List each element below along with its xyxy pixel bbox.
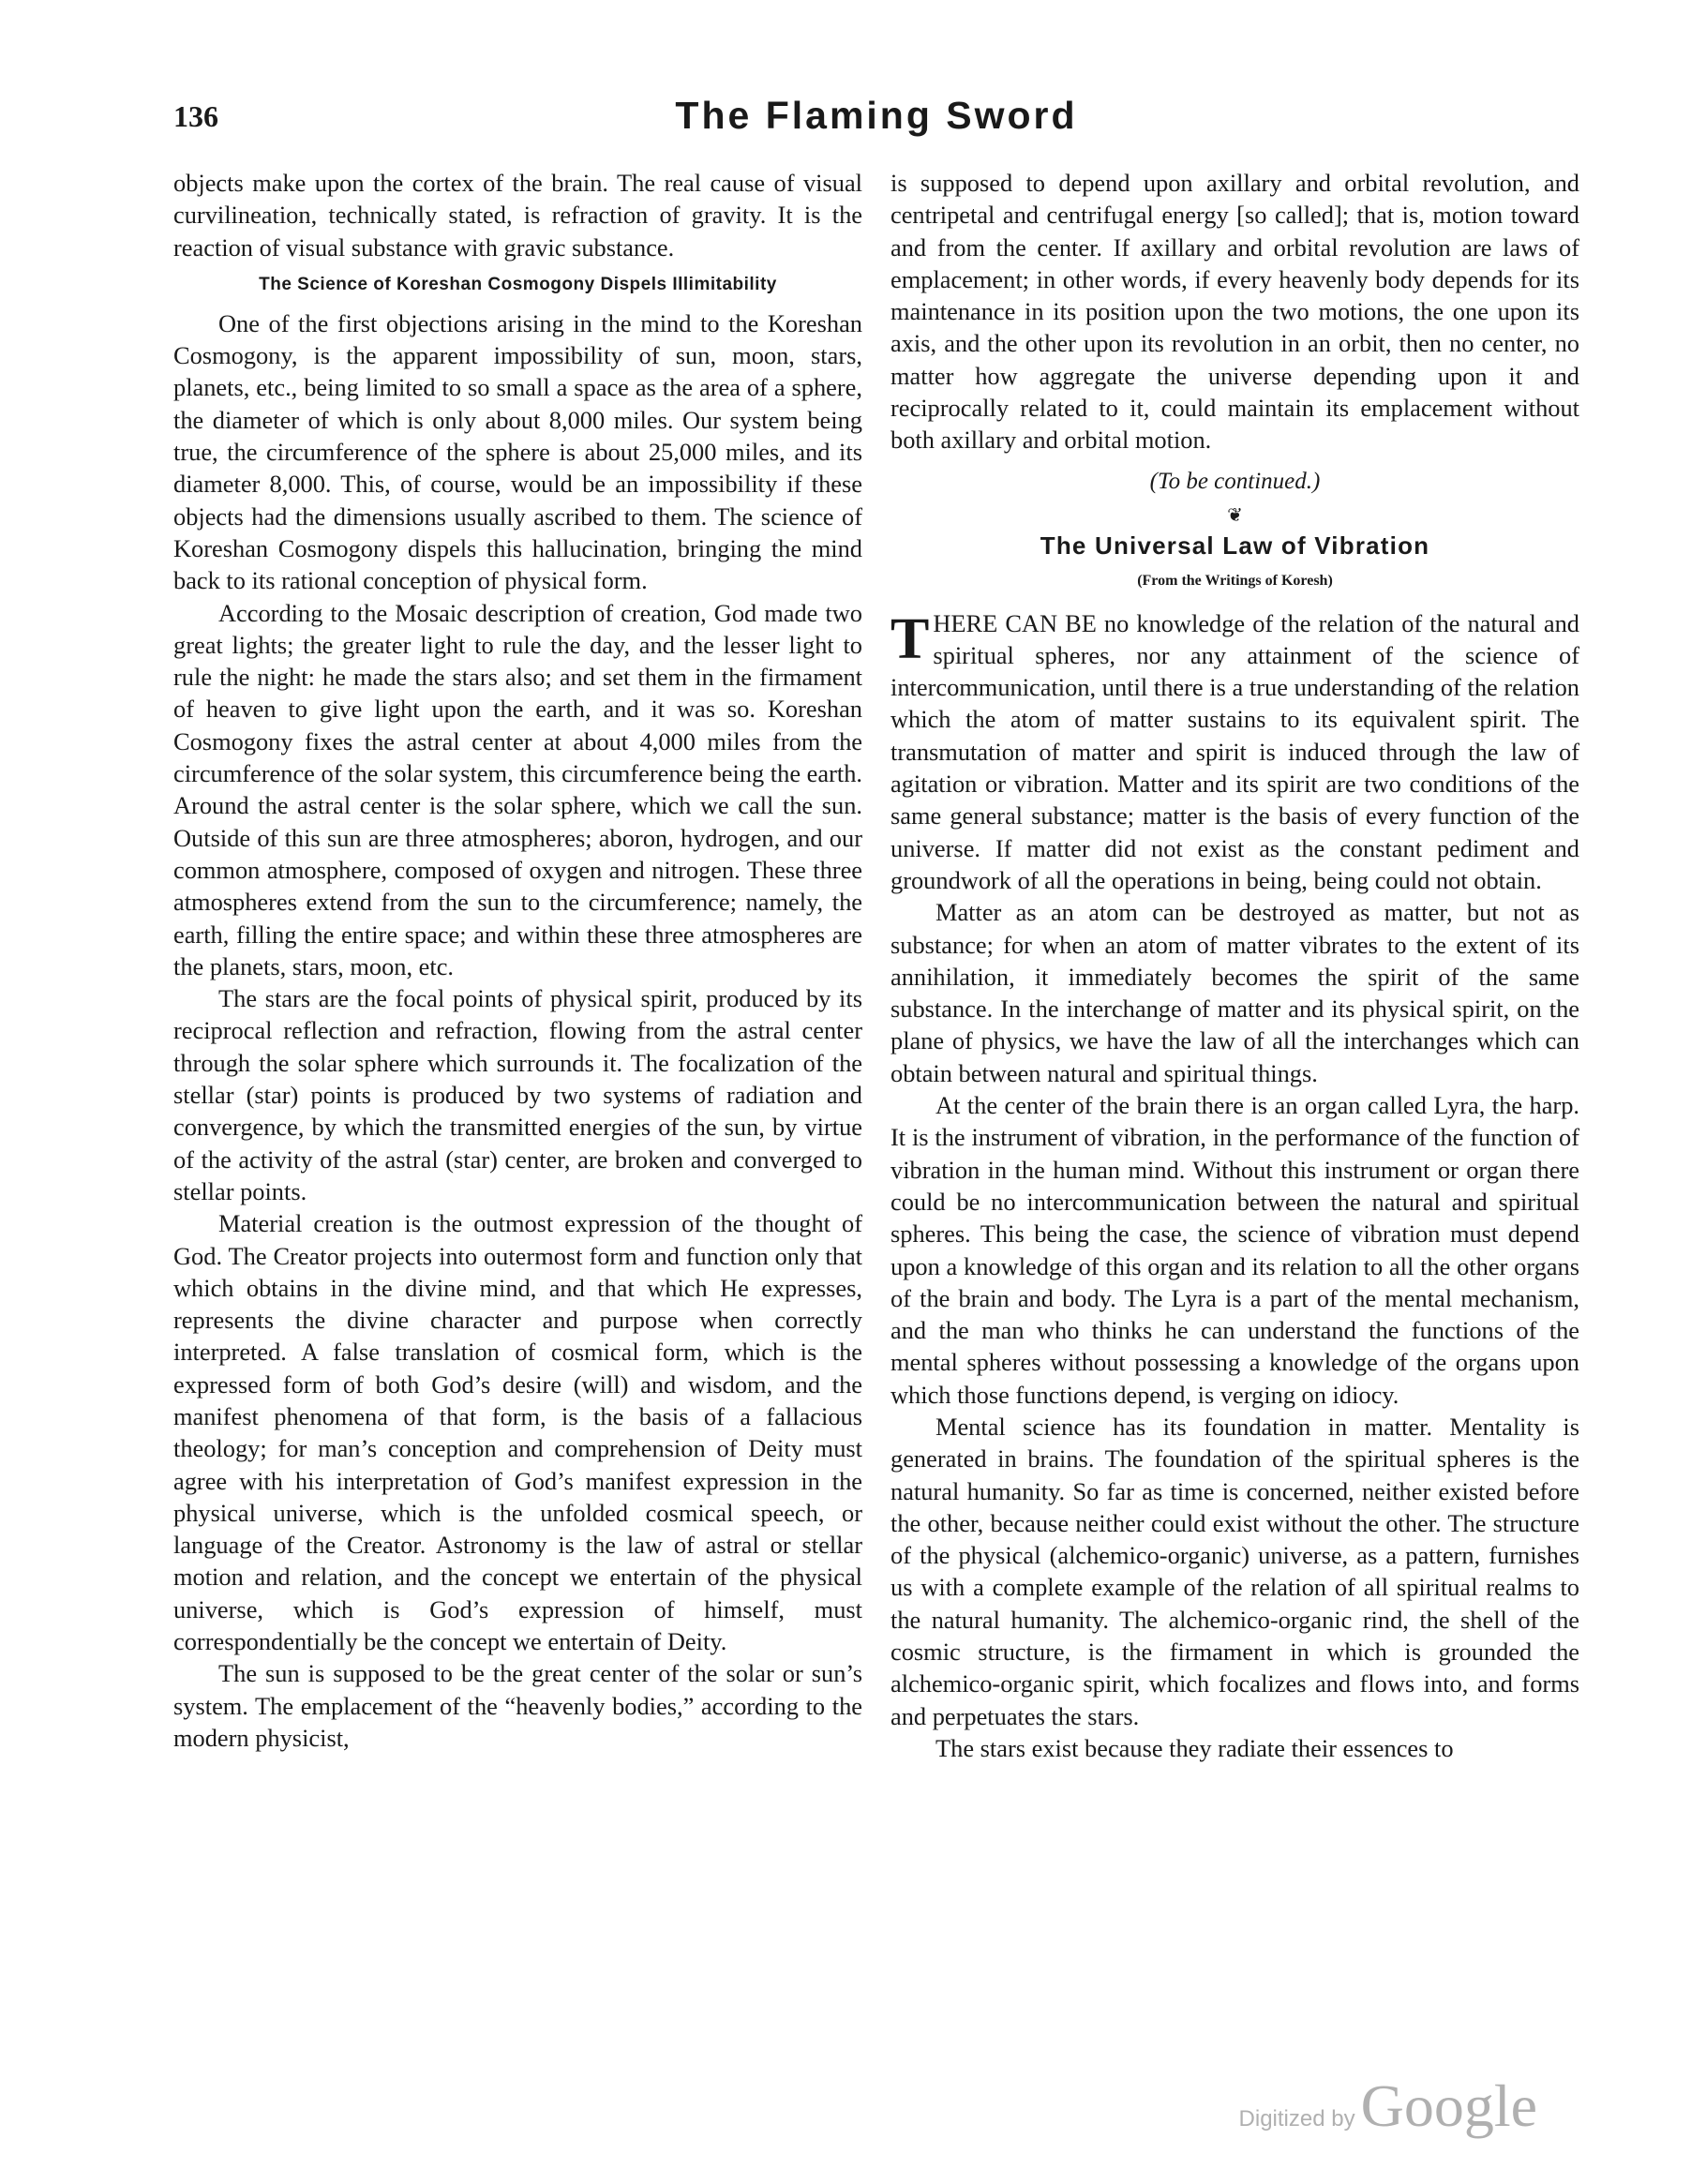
- right-column: [890, 167, 1579, 1764]
- digitized-watermark: [1239, 2072, 1537, 2141]
- drop-cap: T: [890, 606, 930, 671]
- paragraph: The stars exist because they radiate their essences to: [935, 1733, 1454, 1762]
- page-header: [173, 94, 1579, 150]
- continuation-note: (To be continued.): [1149, 468, 1321, 494]
- lead-in: HERE CAN BE: [933, 608, 1097, 637]
- paragraph: objects make upon the cortex of the brain. The real cause of visual curvilineation, technically stated, is refraction of gravity. It is the reaction of visual substance with gravic substance.: [173, 169, 862, 262]
- paragraph: According to the Mosaic description of creation, God made two great lights; the greater light to rule the day, and the lesser light to rule the night: he made the stars also; and set them in the firmament of heaven to give light upon the earth, and it was so. Koreshan Cosmogony fixes the astral center at about 4,000 miles from the circumference of the solar system, this circumference being the earth. Around the astral center is the solar sphere, which we call the sun. Outside of this sun are three atmospheres; aboron, hydrogen, and our common atmosphere, composed of oxygen and nitrogen. These three atmospheres extend from the sun to the circumference; namely, the earth, filling the entire space; and within these three atmospheres are the planets, stars, moon, etc.: [173, 598, 862, 980]
- section-heading: The Science of Koreshan Cosmogony Dispels Illimitability: [259, 274, 777, 294]
- paragraph: Matter as an atom can be destroyed as matter, but not as substance; for when an atom of matter vibrates to the extent of its annihilation, it immediately becomes the spirit of the same substance. In the interchange of matter and its physical spirit, on the plane of physics, we have the law of all the interchanges which can obtain between natural and spiritual things.: [890, 898, 1579, 1087]
- article-source: (From the Writings of Koresh): [1137, 573, 1333, 590]
- paragraph: is supposed to depend upon axillary and orbital revolution, and centripetal and centrifugal energy [so called]; that is, motion toward and from the center. If axillary and orbital revolution are laws of emplacement; in other words, if every heavenly body depends for its maintenance in its position upon the two motions, the one upon its axis, and the other upon its revolution in an orbit, then no center, no matter how aggregate the universe depending upon it and reciprocally related to it, could maintain its emplacement without both axillary and orbital motion.: [890, 169, 1579, 455]
- paragraph: The stars are the focal points of physical spirit, produced by its reciprocal reflection and refraction, flowing from the astral center through the solar sphere which surrounds it. The focalization of the stellar (star) points is produced by two systems of radiation and convergence, by which the transmitted energies of the sun, by virtue of the activity of the astral (star) center, are broken and converged to stellar points.: [173, 984, 862, 1205]
- fleuron-icon: ❦: [1227, 504, 1243, 526]
- left-column: [173, 167, 862, 1754]
- paragraph: At the center of the brain there is an organ called Lyra, the harp. It is the instrument of vibration, in the performance of the function of vibration in the human mind. Without this instrument or organ there could be no intercommunication between the natural and spiritual spheres. This being the case, the science of vibration must depend upon a knowledge of this organ and its relation to all the other organs of the brain and body. The Lyra is a part of the mental mechanism, and the man who thinks he can understand the functions of the mental spheres without possessing a knowledge of the organs upon which those functions depend, is verging on idiocy.: [890, 1091, 1579, 1409]
- paragraph: [890, 607, 1579, 897]
- article-title: The Universal Law of Vibration: [1040, 531, 1430, 560]
- running-head: The Flaming Sword: [675, 94, 1078, 137]
- paragraph-text: no knowledge of the relation of the natural and spiritual spheres, nor any attainment of the science of intercommunication, until there is a true understanding of the relation which the atom of matter sustains to its equivalent spirit. The transmutation of matter and spirit is induced through the law of agitation or vibration. Matter and its spirit are two conditions of the same general substance; matter is the basis of every function of the universe. If matter did not exist as the constant pediment and groundwork of all the operations in being, being could not obtain.: [890, 608, 1579, 894]
- watermark-prefix: Digitized by: [1238, 2106, 1355, 2132]
- paragraph: One of the first objections arising in the mind to the Koreshan Cosmogony, is the apparent impossibility of sun, moon, stars, planets, etc., being limited to so small a space as the area of a sphere, the diameter of which is only about 8,000 miles. Our system being true, the circumference of the sphere is about 25,000 miles, and its diameter 8,000. This, of course, would be an impossibility if these objects had the dimensions usually ascribed to them. The science of Koreshan Cosmogony dispels this hallucination, bringing the mind back to its rational conception of physical form.: [173, 308, 862, 595]
- paragraph: Material creation is the outmost expression of the thought of God. The Creator projects into outermost form and function only that which obtains in the divine mind, and that which He expresses, represents the divine character and purpose when correctly interpreted. A false translation of cosmical form, which is the expressed form of both God’s desire (will) and wisdom, and the manifest phenomena of that form, is the basis of a fallacious theology; for man’s conception and comprehension of Deity must agree with his interpretation of God’s manifest expression in the physical universe, which is the unfolded cosmical speech, or language of the Creator. Astronomy is the law of astral or stellar motion and relation, and the concept we entertain of the physical universe, which is God’s expression of himself, must correspondentially be the concept we entertain of Deity.: [173, 1209, 862, 1656]
- page-number: 136: [173, 99, 218, 133]
- paragraph: The sun is supposed to be the great center of the solar or sun’s system. The emplacement of the “heavenly bodies,” according to the modern physicist,: [173, 1659, 862, 1752]
- paragraph: Mental science has its foundation in matter. Mentality is generated in brains. The foundation of the spiritual spheres is the natural humanity. So far as time is concerned, neither existed before the other, because neither could exist without the other. The structure of the physical (alchemico-organic) universe, as a pattern, furnishes us with a complete example of the relation of all spiritual realms to the natural humanity. The alchemico-organic rind, the shell of the cosmic structure, is the firmament in which is grounded the alchemico-organic spirit, which focalizes and flows into, and forms and perpetuates the stars.: [890, 1412, 1579, 1730]
- google-logo: Google: [1360, 2072, 1537, 2139]
